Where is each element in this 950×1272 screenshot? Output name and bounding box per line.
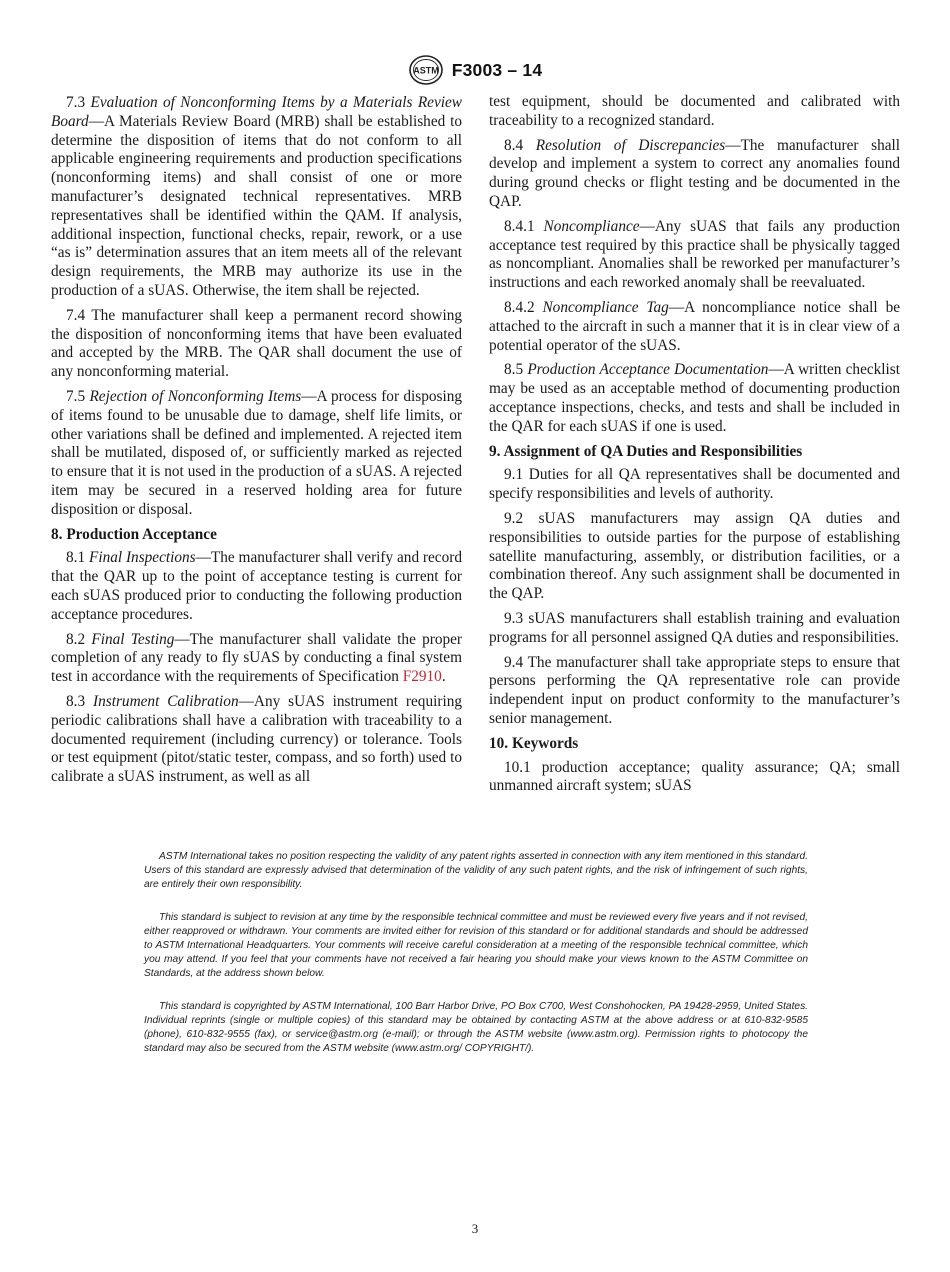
section-8-2: 8.2 Final Testing—The manufacturer shall validate the proper completion of any ready to fly sUAS by conducting a final system test in accordance with the requirements of Specification F2910. (51, 630, 463, 686)
section-10-heading: 10. Keywords (489, 734, 579, 752)
logo-text: ASTM (412, 65, 439, 76)
page-number: 3 (471, 1221, 479, 1236)
specification-link-f2910[interactable]: F2910 (402, 668, 442, 686)
copyright-notice: This standard is copyrighted by ASTM International, 100 Barr Harbor Drive, PO Box C700, West Conshohocken, PA 19428-2959, United States. Individual reprints (single or multiple copies) of this standard may be obtained by contacting ASTM at the above address or at 610-832-9585 (phone), 610-832-9555 (fax), or service@astm.org (e-mail); or through the ASTM website (www.astm.org). Permission rights to photocopy the standard may also be secured from the ASTM website (www.astm.org/ COPYRIGHT/). (144, 1001, 808, 1054)
section-8-3: 8.3 Instrument Calibration—Any sUAS instrument requiring periodic calibrations shall have a calibration with traceability to a documented requirement (including currency) or tolerance. Tools or test equipment (pitot/static tester, compass, and so forth) used to calibrate a sUAS instrument, as well as all (51, 692, 462, 786)
revision-notice: This standard is subject to revision at any time by the responsible technical committee and must be reviewed every five years and if not revised, either reapproved or withdrawn. Your comments are invited either for revision of this standard or for additional standards and should be addressed to ASTM International Headquarters. Your comments will receive careful consideration at a meeting of the responsible technical committee, which you may attend. If you feel that your comments have not received a fair hearing you should make your views known to the ASTM Committee on Standards, at the address shown below. (144, 912, 808, 979)
section-8-5: 8.5 Production Acceptance Documentation—A written checklist may be used as an acceptable method of documenting production acceptance inspections, checks, and tests and shall be included in the QAR for each sUAS if one is used. (489, 361, 900, 435)
legal-notices (144, 850, 808, 1076)
section-7-3: 7.3 Evaluation of Nonconforming Items by a Materials Review Board—A Materials Review Board (MRB) shall be established to determine the disposition of items that do not conform to all applicable engineering requirements and production specifications (nonconforming items) and shall consist of one or more manufacturer’s designated technical representatives. MRB representatives shall be identified within the QAM. If analysis, additional inspection, functional checks, repair, rework, or a use “as is” determination assures that an item meets all of the relevant design requirements, the MRB may authorize its use in the production of a sUAS. Otherwise, the item shall be rejected. (51, 94, 462, 299)
section-8-4-2: 8.4.2 Noncompliance Tag—A noncompliance notice shall be attached to the aircraft in such a manner that it is in clear view of a potential operator of the sUAS. (489, 298, 901, 354)
astm-logo-icon (408, 54, 444, 86)
section-8-heading: 8. Production Acceptance (51, 525, 217, 543)
page-header (0, 53, 950, 87)
right-column (489, 93, 900, 802)
section-9-3: 9.3 sUAS manufacturers shall establish training and evaluation programs for all personnel assigned QA duties and responsibilities. (489, 609, 900, 646)
section-9-4: 9.4 The manufacturer shall take appropriate steps to ensure that persons performing the QA representative role can provide independent input on product conformity to the manufacturer’s senior management. (489, 653, 900, 727)
section-8-4-1: 8.4.1 Noncompliance—Any sUAS that fails any production acceptance test required by this practice shall be physically tagged as noncompliant. Anomalies shall be reworked per manufacturer’s instructions and each reworked anomaly shall be reevaluated. (489, 217, 901, 292)
left-column (51, 94, 462, 793)
section-7-5: 7.5 Rejection of Nonconforming Items—A process for disposing of items found to be unusable due to damage, shelf life limits, or other variations shall be defined and implemented. A rejected item shall be mutilated, disposed of, or sufficiently marked as rejected to ensure that it is not used in the production of a sUAS. A rejected item may be secured in a reserved holding area for future disposition or disposal. (51, 387, 462, 518)
section-8-4: 8.4 Resolution of Discrepancies—The manufacturer shall develop and implement a system to correct any anomalies found during ground checks or flight testing and be documented in the QAP. (489, 136, 901, 210)
section-8-3-continued: test equipment, should be documented and calibrated with traceability to a recognized standard. (489, 93, 900, 129)
section-9-heading: 9. Assignment of QA Duties and Responsibilities (489, 442, 803, 460)
standard-designation: F3003 – 14 (451, 59, 543, 80)
section-9-2: 9.2 sUAS manufacturers may assign QA duties and responsibilities to outside parties for the purpose of establishing satellite manufacturing, assembly, or distribution facilities, or a combination thereof. Any such assignment shall be documented in the QAP. (489, 509, 900, 603)
patent-notice: ASTM International takes no position respecting the validity of any patent rights asserted in connection with any item mentioned in this standard. Users of this standard are expressly advised that determination of the validity of any such patent rights, and the risk of infringement of such rights, are entirely their own responsibility. (144, 851, 808, 890)
section-7-4: 7.4 The manufacturer shall keep a permanent record showing the disposition of nonconforming items that have been evaluated and accepted by the MRB. The QAR shall document the use of any nonconforming material. (51, 306, 462, 381)
section-10-1: 10.1 production acceptance; quality assurance; QA; small unmanned aircraft system; sUAS (489, 758, 900, 795)
section-9-1: 9.1 Duties for all QA representatives shall be documented and specify responsibilities and levels of authority. (489, 466, 900, 503)
section-8-1: 8.1 Final Inspections—The manufacturer shall verify and record that the QAR up to the point of acceptance testing is current for each sUAS produced prior to conducting the following production acceptance procedures. (51, 549, 462, 623)
